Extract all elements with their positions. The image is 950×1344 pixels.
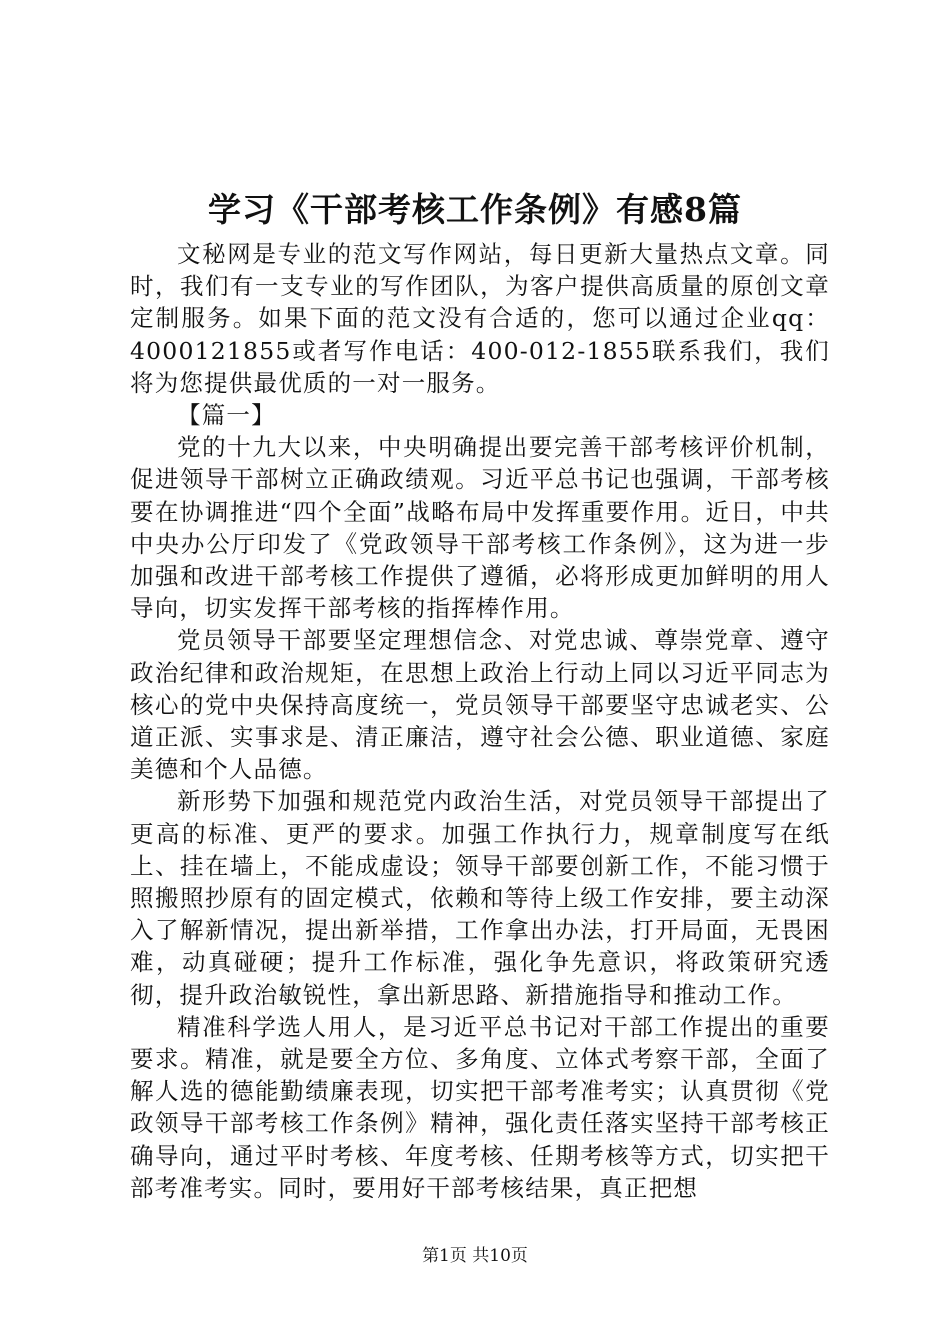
document-body <box>130 238 830 1204</box>
paragraph-3: 新形势下加强和规范党内政治生活，对党员领导干部提出了更高的标准、更严的要求。加强工作执行力，规章制度写在纸上、挂在墙上，不能成虚设；领导干部要创新工作，不能习惯于照搬照抄原有的固定模式，依赖和等待上级工作安排，要主动深入了解新情况，提出新举措，工作拿出办法，打开局面，无畏困难，动真碰硬；提升工作标准，强化争先意识，将政策研究透彻，提升政治敏锐性，拿出新思路、新措施指导和推动工作。 <box>130 787 830 1009</box>
section-heading: 【篇一】 <box>177 401 276 430</box>
paragraph-2: 党员领导干部要坚定理想信念、对党忠诚、尊崇党章、遵守政治纪律和政治规矩，在思想上政治上行动上同以习近平同志为核心的党中央保持高度统一，党员领导干部要坚守忠诚老实、公道正派、实事求是、清正廉洁，遵守社会公德、职业道德、家庭美德和个人品德。 <box>130 626 830 784</box>
document-title: 学习《干部考核工作条例》有感8篇 <box>208 190 742 229</box>
intro-paragraph: 文秘网是专业的范文写作网站，每日更新大量热点文章。同时，我们有一支专业的写作团队，为客户提供高质量的原创文章定制服务。如果下面的范文没有合适的，您可以通过企业qq：4000121855或者写作电话：400-012-1855联系我们，我们将为您提供最优质的一对一服务。 <box>130 240 830 397</box>
paragraph-4: 精准科学选人用人，是习近平总书记对干部工作提出的重要要求。精准，就是要全方位、多角度、立体式考察干部，全面了解人选的德能勤绩廉表现，切实把干部考准考实；认真贯彻《党政领导干部考核工作条例》精神，强化责任落实坚持干部考核正确导向，通过平时考核、年度考核、任期考核等方式，切实把干部考准考实。同时，要用好干部考核结果，真正把想 <box>130 1012 830 1202</box>
paragraph-1: 党的十九大以来，中央明确提出要完善干部考核评价机制，促进领导干部树立正确政绩观。习近平总书记也强调，干部考核要在协调推进“四个全面”战略布局中发挥重要作用。近日，中共中央办公厅印发了《党政领导干部考核工作条例》，这为进一步加强和改进干部考核工作提供了遵循，必将形成更加鲜明的用人导向，切实发挥干部考核的指挥棒作用。 <box>130 433 830 623</box>
page-footer: 第1页 共10页 <box>422 1246 528 1266</box>
